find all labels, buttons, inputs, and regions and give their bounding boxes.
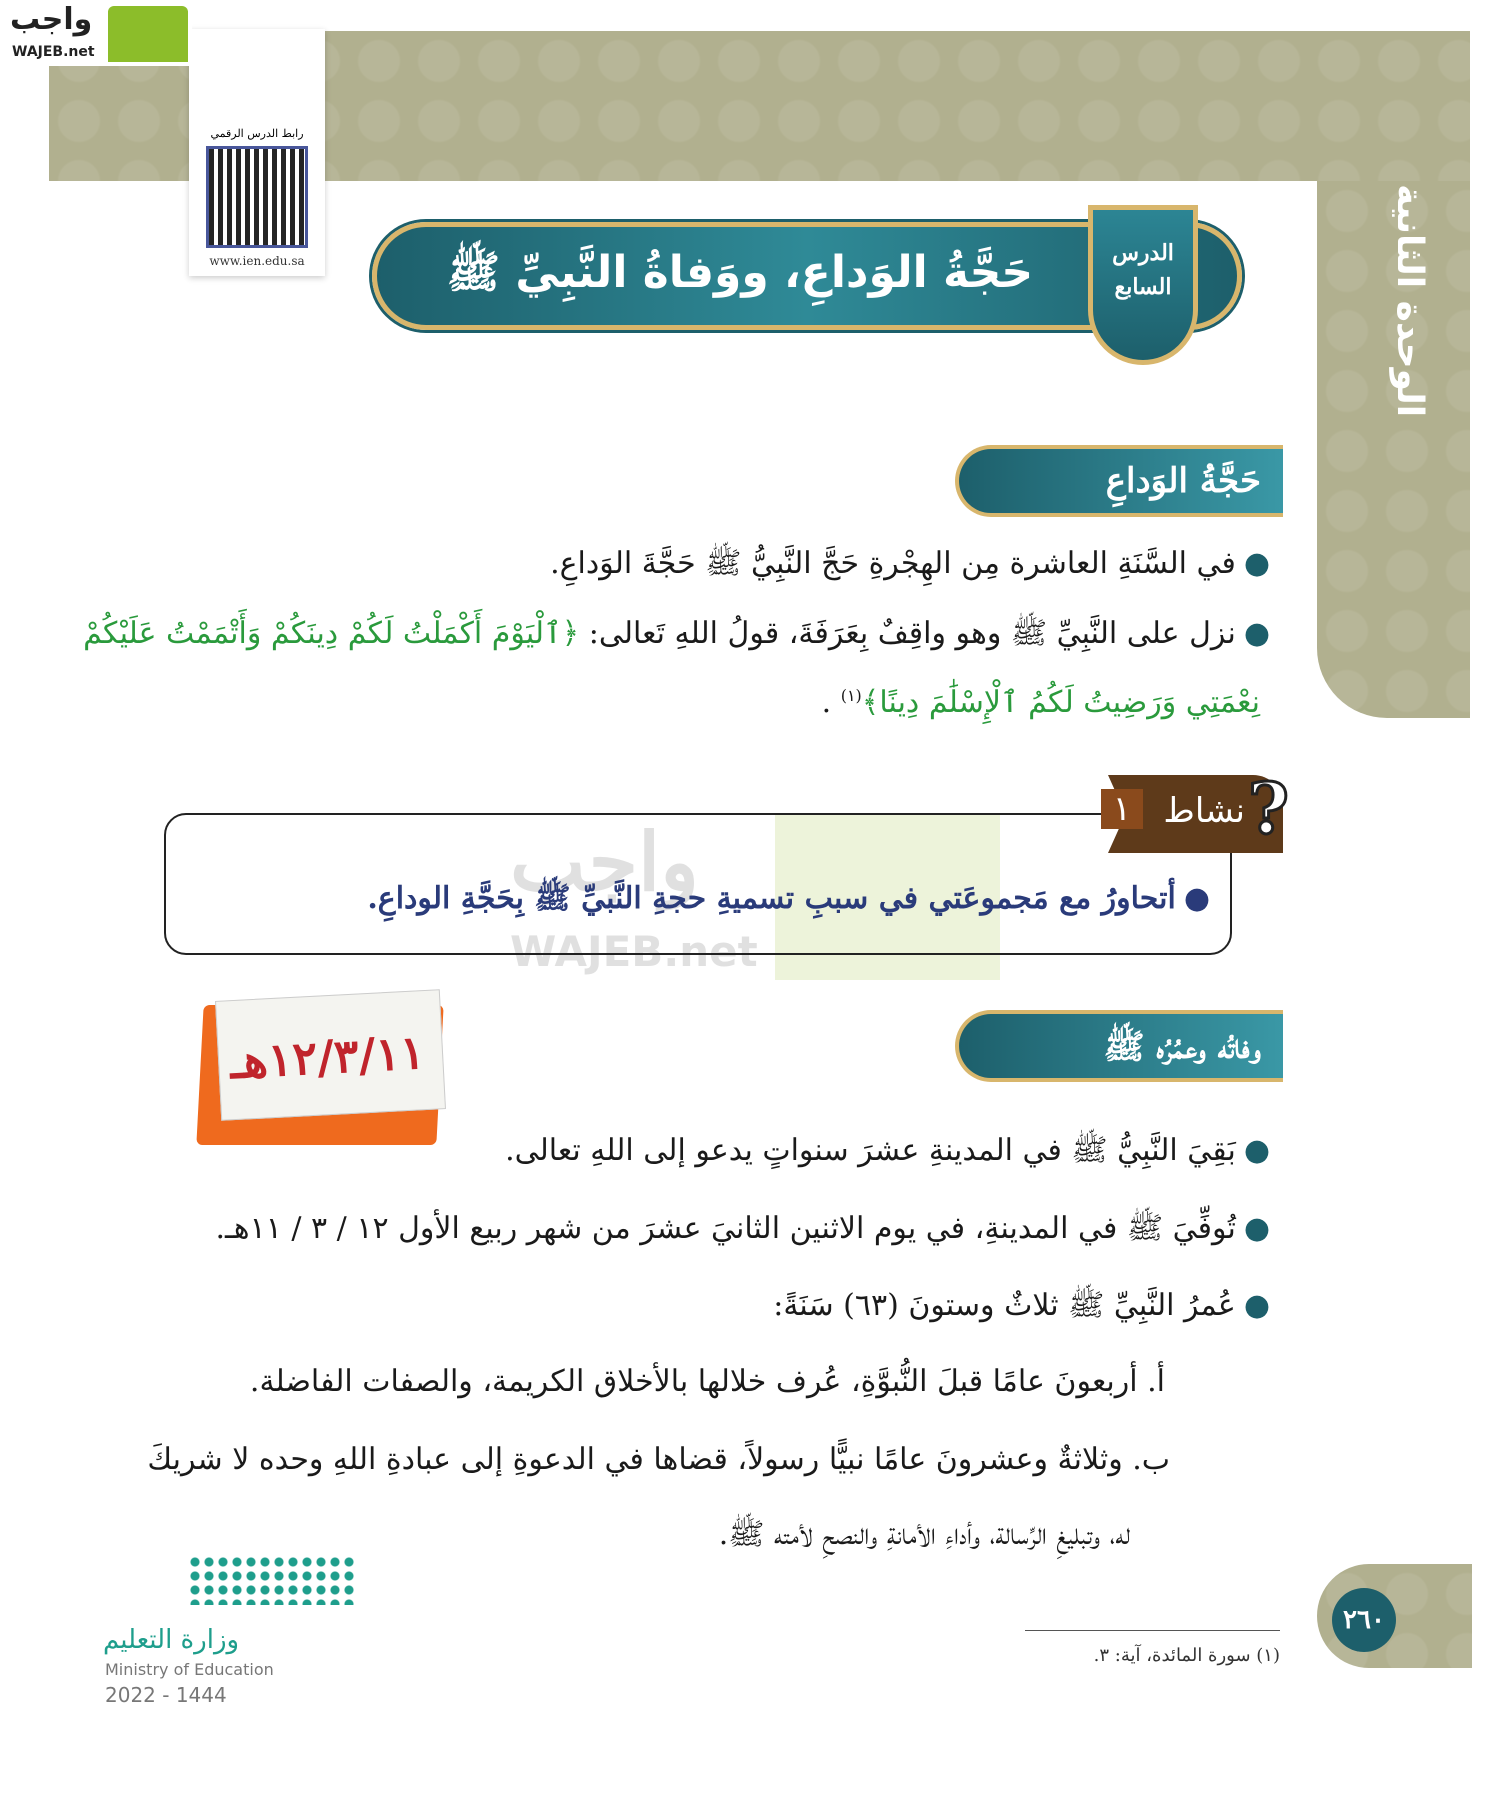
- bullet-age: ●عُمرُ النَّبِيِّ ﷺ ثلاثٌ وستونَ (٦٣) سَنَةً:: [773, 1288, 1270, 1323]
- ministry-year: 2022 - 1444: [105, 1683, 227, 1707]
- verse-line-1: ﴿ٱلْيَوْمَ أَكْمَلْتُ لَكُمْ دِينَكُمْ وَأَتْمَمْتُ عَلَيْكُمْ: [83, 616, 580, 651]
- sub-item-b: ب. وثلاثةٌ وعشرونَ عامًا نبيًّا رسولاً، قضاها في الدعوةِ إلى عبادةِ اللهِ وحده لا شريكَ: [147, 1442, 1170, 1477]
- qr-card[interactable]: [189, 29, 325, 276]
- wajeb-logo-ar: واجب: [10, 2, 93, 37]
- bullet-stay-text: بَقِيَ النَّبِيُّ ﷺ في المدينةِ عشرَ سنواتٍ يدعو إلى اللهِ تعالى.: [505, 1133, 1236, 1168]
- qr-url[interactable]: www.ien.edu.sa: [209, 254, 305, 268]
- section-header-farewell-pilgrimage: حَجَّةُ الوَداعِ: [955, 445, 1283, 517]
- lesson-title: حَجَّةُ الوَداعِ، ووَفاةُ النَّبِيِّ ﷺ: [446, 247, 1034, 298]
- verse-line-2-row: نِعْمَتِي وَرَضِيتُ لَكُمُ ٱلْإِسْلَٰمَ دِينًا﴾$^{(١)}$ .: [821, 685, 1260, 720]
- wajeb-logo-en: WAJEB.net: [12, 44, 95, 60]
- footnote-divider: [1025, 1630, 1280, 1631]
- bullet-1: ●في السَّنَةِ العاشرة مِن الهِجْرةِ حَجَّ النَّبِيُّ ﷺ حَجَّةَ الوَداعِ.: [550, 546, 1270, 581]
- qr-code[interactable]: [206, 146, 308, 248]
- wajeb-logo: [0, 0, 192, 66]
- bullet-age-text: عُمرُ النَّبِيِّ ﷺ ثلاثٌ وستونَ (٦٣) سَنَةً:: [773, 1288, 1236, 1323]
- activity-tab: [1085, 767, 1289, 853]
- sub-item-b-cont: له، وتبليغِ الرِّسالة، وأداءِ الأمانةِ والنصحِ لأمته ﷺ.: [718, 1517, 1130, 1552]
- qr-label: رابط الدرس الرقمي: [210, 127, 304, 140]
- ministry-name-en: Ministry of Education: [105, 1660, 274, 1679]
- ministry-dots-icon: [188, 1555, 358, 1605]
- watermark-en: WAJEB.net: [510, 927, 758, 976]
- footnote: (١) سورة المائدة، آية: ٣.: [1093, 1645, 1280, 1666]
- footnote-ref: (١): [840, 686, 862, 705]
- calendar-graphic: [200, 995, 450, 1145]
- lesson-badge-line1: الدرس: [1112, 240, 1174, 266]
- bullet-2-text: نزل على النَّبِيِّ ﷺ وهو واقِفٌ بِعَرَفَةَ، قولُ اللهِ تَعالى:: [579, 616, 1236, 651]
- activity-text: أتحاورُ مع مَجموعَتي في سببِ تسميةِ حجةِ النَّبيِّ ﷺ بِحَجَّةِ الوداعِ.: [367, 881, 1176, 916]
- calendar-date: ١٢/٣/١١هـ: [228, 1024, 427, 1090]
- activity-number: ١: [1101, 789, 1143, 829]
- bullet-stay: ●بَقِيَ النَّبِيُّ ﷺ في المدينةِ عشرَ سنواتٍ يدعو إلى اللهِ تعالى.: [505, 1133, 1270, 1168]
- bullet-2: ●نزل على النَّبِيِّ ﷺ وهو واقِفٌ بِعَرَفَةَ، قولُ اللهِ تَعالى: ﴿ٱلْيَوْمَ أَكْمَلْتُ لَكُمْ دِينَكُمْ وَأَتْمَمْتُ عَلَيْكُمْ: [83, 616, 1270, 651]
- unit-title: الوحدة الثانية: [1389, 184, 1430, 418]
- sub-item-a: أ. أربعونَ عامًا قبلَ النُّبوَّةِ، عُرف خلالها بالأخلاق الكريمة، والصفات الفاضلة.: [249, 1364, 1165, 1399]
- activity-item: ●أتحاورُ مع مَجموعَتي في سببِ تسميةِ حجةِ النَّبيِّ ﷺ بِحَجَّةِ الوداعِ.: [367, 881, 1210, 916]
- bullet-death: ●تُوفِّيَ ﷺ في المدينةِ، في يوم الاثنين الثانيَ عشرَ من شهر ربيع الأول ١٢ / ٣ / ١١هـ.: [215, 1211, 1270, 1246]
- bullet-death-text: تُوفِّيَ ﷺ في المدينةِ، في يوم الاثنين الثانيَ عشرَ من شهر ربيع الأول ١٢ / ٣ / ١١هـ.: [215, 1211, 1236, 1246]
- bullet-1-text: في السَّنَةِ العاشرة مِن الهِجْرةِ حَجَّ النَّبِيُّ ﷺ حَجَّةَ الوَداعِ.: [550, 546, 1236, 581]
- verse-line-2: نِعْمَتِي وَرَضِيتُ لَكُمُ ٱلْإِسْلَٰمَ دِينًا﴾: [861, 685, 1260, 720]
- question-mark-icon: ?: [1247, 767, 1289, 850]
- section-header-death-age: وفاتُه وعمُرُه ﷺ: [955, 1010, 1283, 1082]
- book-icon: [108, 6, 188, 62]
- page-number: ٢٦٠: [1332, 1588, 1396, 1652]
- lesson-badge: [1088, 205, 1198, 365]
- lesson-badge-line2: السابع: [1114, 274, 1172, 300]
- activity-label: نشاط: [1163, 791, 1245, 831]
- ministry-name-ar: وزارة التعليم: [103, 1625, 240, 1655]
- watermark-ar: واجب: [510, 815, 699, 909]
- ministry-logo: [103, 1555, 363, 1715]
